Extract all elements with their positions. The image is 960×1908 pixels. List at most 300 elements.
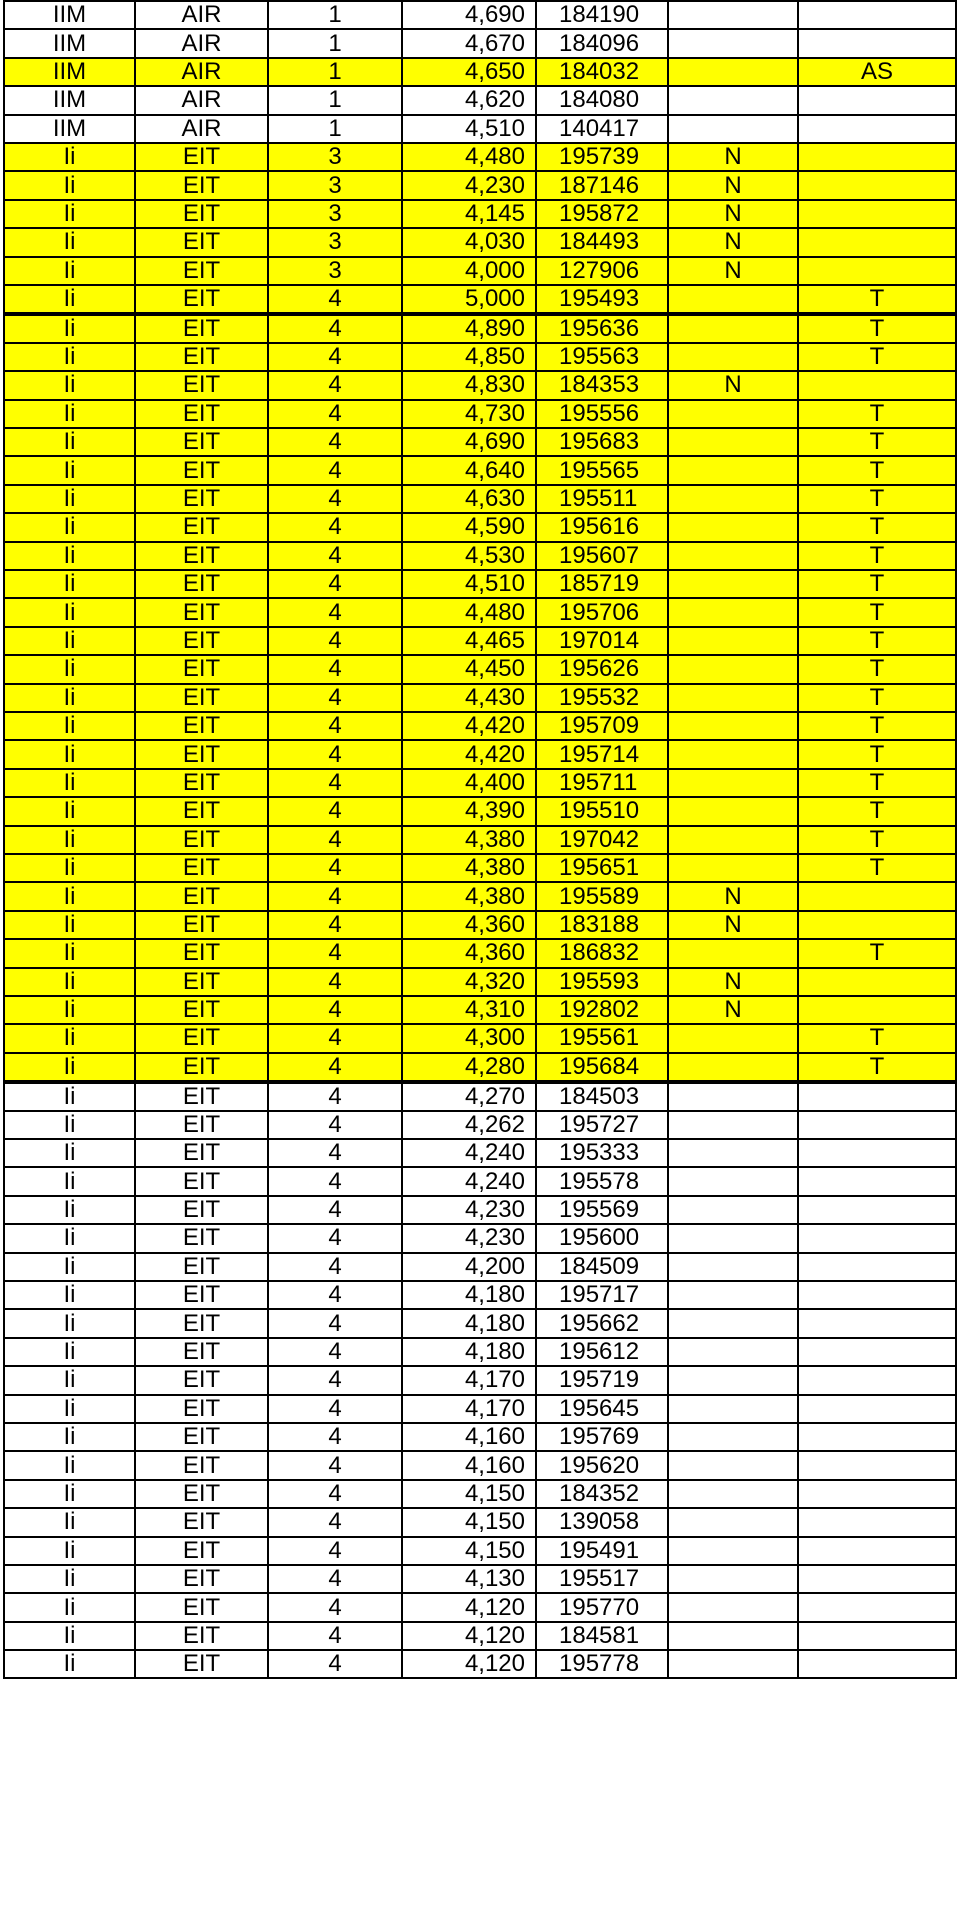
cell-flag-n	[668, 314, 798, 343]
cell-group: Ii	[4, 655, 135, 683]
table-row	[4, 29, 956, 57]
table-row	[4, 1082, 956, 1111]
cell-level: 4	[268, 712, 402, 740]
cell-code: EIT	[135, 655, 268, 683]
cell-flag-n: N	[668, 200, 798, 228]
cell-flag-n	[668, 1366, 798, 1394]
cell-code: EIT	[135, 1650, 268, 1678]
cell-id: 195684	[536, 1053, 668, 1082]
cell-id: 195563	[536, 343, 668, 371]
cell-flag-t: T	[798, 826, 956, 854]
cell-group: Ii	[4, 797, 135, 825]
table-row	[4, 58, 956, 86]
table-row	[4, 1423, 956, 1451]
table-row	[4, 1111, 956, 1139]
cell-value: 4,240	[402, 1139, 536, 1167]
table-row	[4, 968, 956, 996]
cell-id: 184581	[536, 1622, 668, 1650]
cell-id: 195645	[536, 1395, 668, 1423]
cell-value: 4,640	[402, 456, 536, 484]
cell-group: Ii	[4, 513, 135, 541]
cell-group: Ii	[4, 712, 135, 740]
cell-value: 4,450	[402, 655, 536, 683]
cell-flag-n	[668, 1024, 798, 1052]
cell-flag-n	[668, 1111, 798, 1139]
cell-code: EIT	[135, 1024, 268, 1052]
table-row	[4, 740, 956, 768]
cell-flag-t: T	[798, 513, 956, 541]
cell-value: 4,150	[402, 1508, 536, 1536]
cell-flag-t	[798, 996, 956, 1024]
cell-flag-t	[798, 1139, 956, 1167]
cell-id: 195714	[536, 740, 668, 768]
cell-flag-n	[668, 1622, 798, 1650]
cell-level: 3	[268, 228, 402, 256]
cell-value: 4,530	[402, 542, 536, 570]
cell-id: 187146	[536, 171, 668, 199]
cell-group: Ii	[4, 542, 135, 570]
cell-code: EIT	[135, 740, 268, 768]
table-row	[4, 1024, 956, 1052]
cell-flag-t	[798, 1451, 956, 1479]
table-row	[4, 456, 956, 484]
cell-flag-t	[798, 911, 956, 939]
cell-value: 4,690	[402, 428, 536, 456]
cell-code: EIT	[135, 882, 268, 910]
cell-flag-n	[668, 854, 798, 882]
cell-flag-n	[668, 1, 798, 29]
cell-value: 4,670	[402, 29, 536, 57]
cell-group: Ii	[4, 343, 135, 371]
cell-flag-t: T	[798, 797, 956, 825]
cell-group: Ii	[4, 1224, 135, 1252]
cell-id: 195778	[536, 1650, 668, 1678]
cell-id: 185719	[536, 570, 668, 598]
cell-id: 195333	[536, 1139, 668, 1167]
cell-value: 4,510	[402, 570, 536, 598]
cell-group: IIM	[4, 58, 135, 86]
cell-level: 4	[268, 1537, 402, 1565]
cell-group: IIM	[4, 29, 135, 57]
cell-id: 195517	[536, 1565, 668, 1593]
cell-flag-t: T	[798, 684, 956, 712]
cell-level: 4	[268, 797, 402, 825]
table-row	[4, 684, 956, 712]
cell-group: Ii	[4, 1451, 135, 1479]
cell-group: Ii	[4, 854, 135, 882]
table-row	[4, 1253, 956, 1281]
cell-flag-t	[798, 1224, 956, 1252]
table-row	[4, 1053, 956, 1082]
cell-value: 4,230	[402, 1224, 536, 1252]
cell-flag-t	[798, 200, 956, 228]
cell-id: 195578	[536, 1167, 668, 1195]
cell-flag-t: T	[798, 570, 956, 598]
cell-group: Ii	[4, 627, 135, 655]
cell-flag-n	[668, 285, 798, 314]
cell-value: 4,730	[402, 400, 536, 428]
cell-value: 4,630	[402, 485, 536, 513]
cell-flag-t: T	[798, 428, 956, 456]
cell-level: 4	[268, 939, 402, 967]
cell-code: EIT	[135, 996, 268, 1024]
cell-value: 4,320	[402, 968, 536, 996]
cell-code: AIR	[135, 86, 268, 114]
cell-flag-n	[668, 1053, 798, 1082]
table-row	[4, 769, 956, 797]
cell-flag-n	[668, 1650, 798, 1678]
cell-level: 4	[268, 1253, 402, 1281]
cell-value: 4,145	[402, 200, 536, 228]
cell-id: 195739	[536, 143, 668, 171]
cell-flag-t	[798, 1082, 956, 1111]
cell-id: 195589	[536, 882, 668, 910]
cell-code: EIT	[135, 598, 268, 626]
cell-flag-t	[798, 1253, 956, 1281]
cell-flag-n	[668, 115, 798, 143]
cell-code: EIT	[135, 400, 268, 428]
cell-level: 4	[268, 1366, 402, 1394]
cell-code: EIT	[135, 371, 268, 399]
cell-group: Ii	[4, 257, 135, 285]
cell-flag-t	[798, 1196, 956, 1224]
cell-code: EIT	[135, 428, 268, 456]
cell-id: 197042	[536, 826, 668, 854]
cell-group: Ii	[4, 485, 135, 513]
cell-group: Ii	[4, 968, 135, 996]
cell-group: Ii	[4, 826, 135, 854]
cell-id: 195511	[536, 485, 668, 513]
cell-flag-t	[798, 115, 956, 143]
cell-value: 4,690	[402, 1, 536, 29]
cell-value: 4,262	[402, 1111, 536, 1139]
cell-flag-t	[798, 143, 956, 171]
table-row	[4, 285, 956, 314]
cell-code: EIT	[135, 228, 268, 256]
cell-flag-n	[668, 769, 798, 797]
cell-group: Ii	[4, 1082, 135, 1111]
cell-flag-n	[668, 826, 798, 854]
table-row	[4, 996, 956, 1024]
cell-level: 3	[268, 143, 402, 171]
cell-flag-t	[798, 1593, 956, 1621]
cell-flag-t: T	[798, 485, 956, 513]
cell-flag-t: T	[798, 285, 956, 314]
cell-flag-n: N	[668, 371, 798, 399]
cell-flag-t: T	[798, 456, 956, 484]
cell-flag-t: T	[798, 655, 956, 683]
table-row	[4, 712, 956, 740]
table-row	[4, 343, 956, 371]
cell-id: 195651	[536, 854, 668, 882]
cell-flag-t	[798, 1622, 956, 1650]
cell-value: 5,000	[402, 285, 536, 314]
cell-group: Ii	[4, 882, 135, 910]
cell-level: 4	[268, 343, 402, 371]
cell-group: Ii	[4, 1167, 135, 1195]
cell-id: 184352	[536, 1480, 668, 1508]
cell-flag-n	[668, 627, 798, 655]
cell-group: Ii	[4, 1366, 135, 1394]
cell-level: 4	[268, 655, 402, 683]
cell-flag-t	[798, 1423, 956, 1451]
cell-value: 4,510	[402, 115, 536, 143]
cell-code: EIT	[135, 1309, 268, 1337]
cell-level: 4	[268, 911, 402, 939]
cell-id: 195561	[536, 1024, 668, 1052]
table-row	[4, 428, 956, 456]
cell-value: 4,230	[402, 1196, 536, 1224]
cell-flag-n	[668, 1253, 798, 1281]
cell-id: 195493	[536, 285, 668, 314]
table-row	[4, 1593, 956, 1621]
table-row	[4, 1480, 956, 1508]
cell-code: EIT	[135, 257, 268, 285]
cell-flag-t	[798, 1309, 956, 1337]
cell-flag-t	[798, 29, 956, 57]
cell-flag-n	[668, 513, 798, 541]
cell-group: Ii	[4, 400, 135, 428]
cell-flag-n	[668, 1167, 798, 1195]
cell-flag-n	[668, 1082, 798, 1111]
cell-group: Ii	[4, 1565, 135, 1593]
cell-value: 4,480	[402, 598, 536, 626]
cell-code: EIT	[135, 1224, 268, 1252]
cell-flag-n	[668, 655, 798, 683]
cell-level: 4	[268, 1024, 402, 1052]
table-row	[4, 1508, 956, 1536]
table-row	[4, 257, 956, 285]
cell-flag-t	[798, 171, 956, 199]
table-row	[4, 1, 956, 29]
cell-flag-n: N	[668, 996, 798, 1024]
cell-value: 4,465	[402, 627, 536, 655]
cell-flag-t	[798, 882, 956, 910]
cell-group: Ii	[4, 1480, 135, 1508]
cell-level: 4	[268, 1196, 402, 1224]
cell-flag-n	[668, 598, 798, 626]
cell-level: 4	[268, 1111, 402, 1139]
cell-code: EIT	[135, 570, 268, 598]
cell-flag-n	[668, 456, 798, 484]
cell-flag-t	[798, 968, 956, 996]
cell-flag-t: T	[798, 1024, 956, 1052]
cell-code: EIT	[135, 854, 268, 882]
cell-id: 184096	[536, 29, 668, 57]
cell-id: 184493	[536, 228, 668, 256]
cell-group: Ii	[4, 1111, 135, 1139]
cell-value: 4,150	[402, 1537, 536, 1565]
cell-group: Ii	[4, 1593, 135, 1621]
cell-flag-n: N	[668, 968, 798, 996]
cell-level: 4	[268, 882, 402, 910]
cell-flag-n	[668, 1309, 798, 1337]
cell-level: 4	[268, 285, 402, 314]
cell-level: 4	[268, 598, 402, 626]
table-row	[4, 882, 956, 910]
cell-value: 4,200	[402, 1253, 536, 1281]
cell-level: 4	[268, 1167, 402, 1195]
cell-code: EIT	[135, 712, 268, 740]
cell-flag-n: N	[668, 143, 798, 171]
cell-flag-n	[668, 1281, 798, 1309]
cell-group: Ii	[4, 428, 135, 456]
cell-flag-n	[668, 485, 798, 513]
cell-value: 4,180	[402, 1309, 536, 1337]
table-row	[4, 1309, 956, 1337]
table-row	[4, 797, 956, 825]
cell-id: 197014	[536, 627, 668, 655]
cell-level: 4	[268, 684, 402, 712]
cell-value: 4,650	[402, 58, 536, 86]
cell-flag-t: AS	[798, 58, 956, 86]
cell-flag-t	[798, 1338, 956, 1366]
cell-value: 4,850	[402, 343, 536, 371]
cell-group: Ii	[4, 200, 135, 228]
cell-code: EIT	[135, 314, 268, 343]
cell-code: EIT	[135, 1253, 268, 1281]
cell-group: Ii	[4, 769, 135, 797]
cell-id: 195719	[536, 1366, 668, 1394]
cell-id: 184190	[536, 1, 668, 29]
cell-value: 4,180	[402, 1338, 536, 1366]
cell-group: Ii	[4, 314, 135, 343]
cell-value: 4,230	[402, 171, 536, 199]
table-row	[4, 542, 956, 570]
cell-group: Ii	[4, 684, 135, 712]
cell-group: IIM	[4, 115, 135, 143]
cell-level: 4	[268, 1593, 402, 1621]
data-table	[3, 0, 957, 1679]
cell-value: 4,030	[402, 228, 536, 256]
cell-level: 4	[268, 1338, 402, 1366]
cell-flag-t	[798, 1537, 956, 1565]
table-row	[4, 400, 956, 428]
cell-id: 195593	[536, 968, 668, 996]
cell-flag-t: T	[798, 542, 956, 570]
cell-code: EIT	[135, 1423, 268, 1451]
cell-id: 195612	[536, 1338, 668, 1366]
cell-flag-n: N	[668, 911, 798, 939]
table-row	[4, 627, 956, 655]
cell-level: 4	[268, 456, 402, 484]
cell-group: Ii	[4, 1650, 135, 1678]
cell-id: 195636	[536, 314, 668, 343]
cell-id: 186832	[536, 939, 668, 967]
cell-group: Ii	[4, 1309, 135, 1337]
cell-level: 4	[268, 485, 402, 513]
cell-id: 195600	[536, 1224, 668, 1252]
cell-value: 4,120	[402, 1622, 536, 1650]
cell-id: 195872	[536, 200, 668, 228]
cell-level: 4	[268, 570, 402, 598]
cell-flag-n	[668, 1423, 798, 1451]
cell-flag-n	[668, 1139, 798, 1167]
cell-level: 1	[268, 1, 402, 29]
cell-level: 4	[268, 769, 402, 797]
cell-group: Ii	[4, 1024, 135, 1052]
table-row	[4, 1622, 956, 1650]
cell-group: Ii	[4, 1537, 135, 1565]
cell-code: EIT	[135, 343, 268, 371]
cell-flag-n	[668, 684, 798, 712]
cell-level: 4	[268, 1508, 402, 1536]
cell-flag-n: N	[668, 882, 798, 910]
cell-id: 195683	[536, 428, 668, 456]
cell-code: EIT	[135, 968, 268, 996]
cell-level: 3	[268, 171, 402, 199]
cell-level: 4	[268, 740, 402, 768]
table-row	[4, 655, 956, 683]
table-row	[4, 513, 956, 541]
cell-id: 195532	[536, 684, 668, 712]
cell-flag-t	[798, 371, 956, 399]
table-row	[4, 1395, 956, 1423]
cell-value: 4,130	[402, 1565, 536, 1593]
cell-flag-n	[668, 86, 798, 114]
cell-value: 4,830	[402, 371, 536, 399]
cell-flag-n	[668, 1224, 798, 1252]
cell-group: Ii	[4, 911, 135, 939]
table-row	[4, 1650, 956, 1678]
cell-value: 4,400	[402, 769, 536, 797]
cell-level: 4	[268, 314, 402, 343]
cell-flag-n	[668, 1451, 798, 1479]
cell-level: 4	[268, 1281, 402, 1309]
cell-id: 184503	[536, 1082, 668, 1111]
cell-flag-n	[668, 58, 798, 86]
cell-flag-n	[668, 1480, 798, 1508]
cell-id: 195607	[536, 542, 668, 570]
cell-group: Ii	[4, 1508, 135, 1536]
cell-value: 4,150	[402, 1480, 536, 1508]
cell-level: 4	[268, 428, 402, 456]
cell-level: 4	[268, 854, 402, 882]
cell-flag-n	[668, 1537, 798, 1565]
cell-flag-t	[798, 1565, 956, 1593]
cell-id: 195706	[536, 598, 668, 626]
cell-code: AIR	[135, 29, 268, 57]
cell-flag-t	[798, 1281, 956, 1309]
cell-flag-n	[668, 1565, 798, 1593]
cell-code: EIT	[135, 1053, 268, 1082]
table-row	[4, 598, 956, 626]
cell-group: Ii	[4, 598, 135, 626]
table-row	[4, 1281, 956, 1309]
cell-group: Ii	[4, 1253, 135, 1281]
cell-level: 4	[268, 371, 402, 399]
table-row	[4, 854, 956, 882]
cell-value: 4,360	[402, 911, 536, 939]
cell-id: 195565	[536, 456, 668, 484]
cell-value: 4,160	[402, 1423, 536, 1451]
cell-flag-n: N	[668, 257, 798, 285]
cell-value: 4,380	[402, 826, 536, 854]
cell-code: AIR	[135, 58, 268, 86]
cell-flag-n	[668, 712, 798, 740]
table-row	[4, 200, 956, 228]
cell-id: 195769	[536, 1423, 668, 1451]
cell-flag-t: T	[798, 627, 956, 655]
cell-flag-t: T	[798, 939, 956, 967]
cell-id: 140417	[536, 115, 668, 143]
cell-id: 195556	[536, 400, 668, 428]
cell-level: 4	[268, 996, 402, 1024]
cell-code: EIT	[135, 1082, 268, 1111]
cell-group: Ii	[4, 285, 135, 314]
cell-flag-n	[668, 740, 798, 768]
table-row	[4, 1366, 956, 1394]
